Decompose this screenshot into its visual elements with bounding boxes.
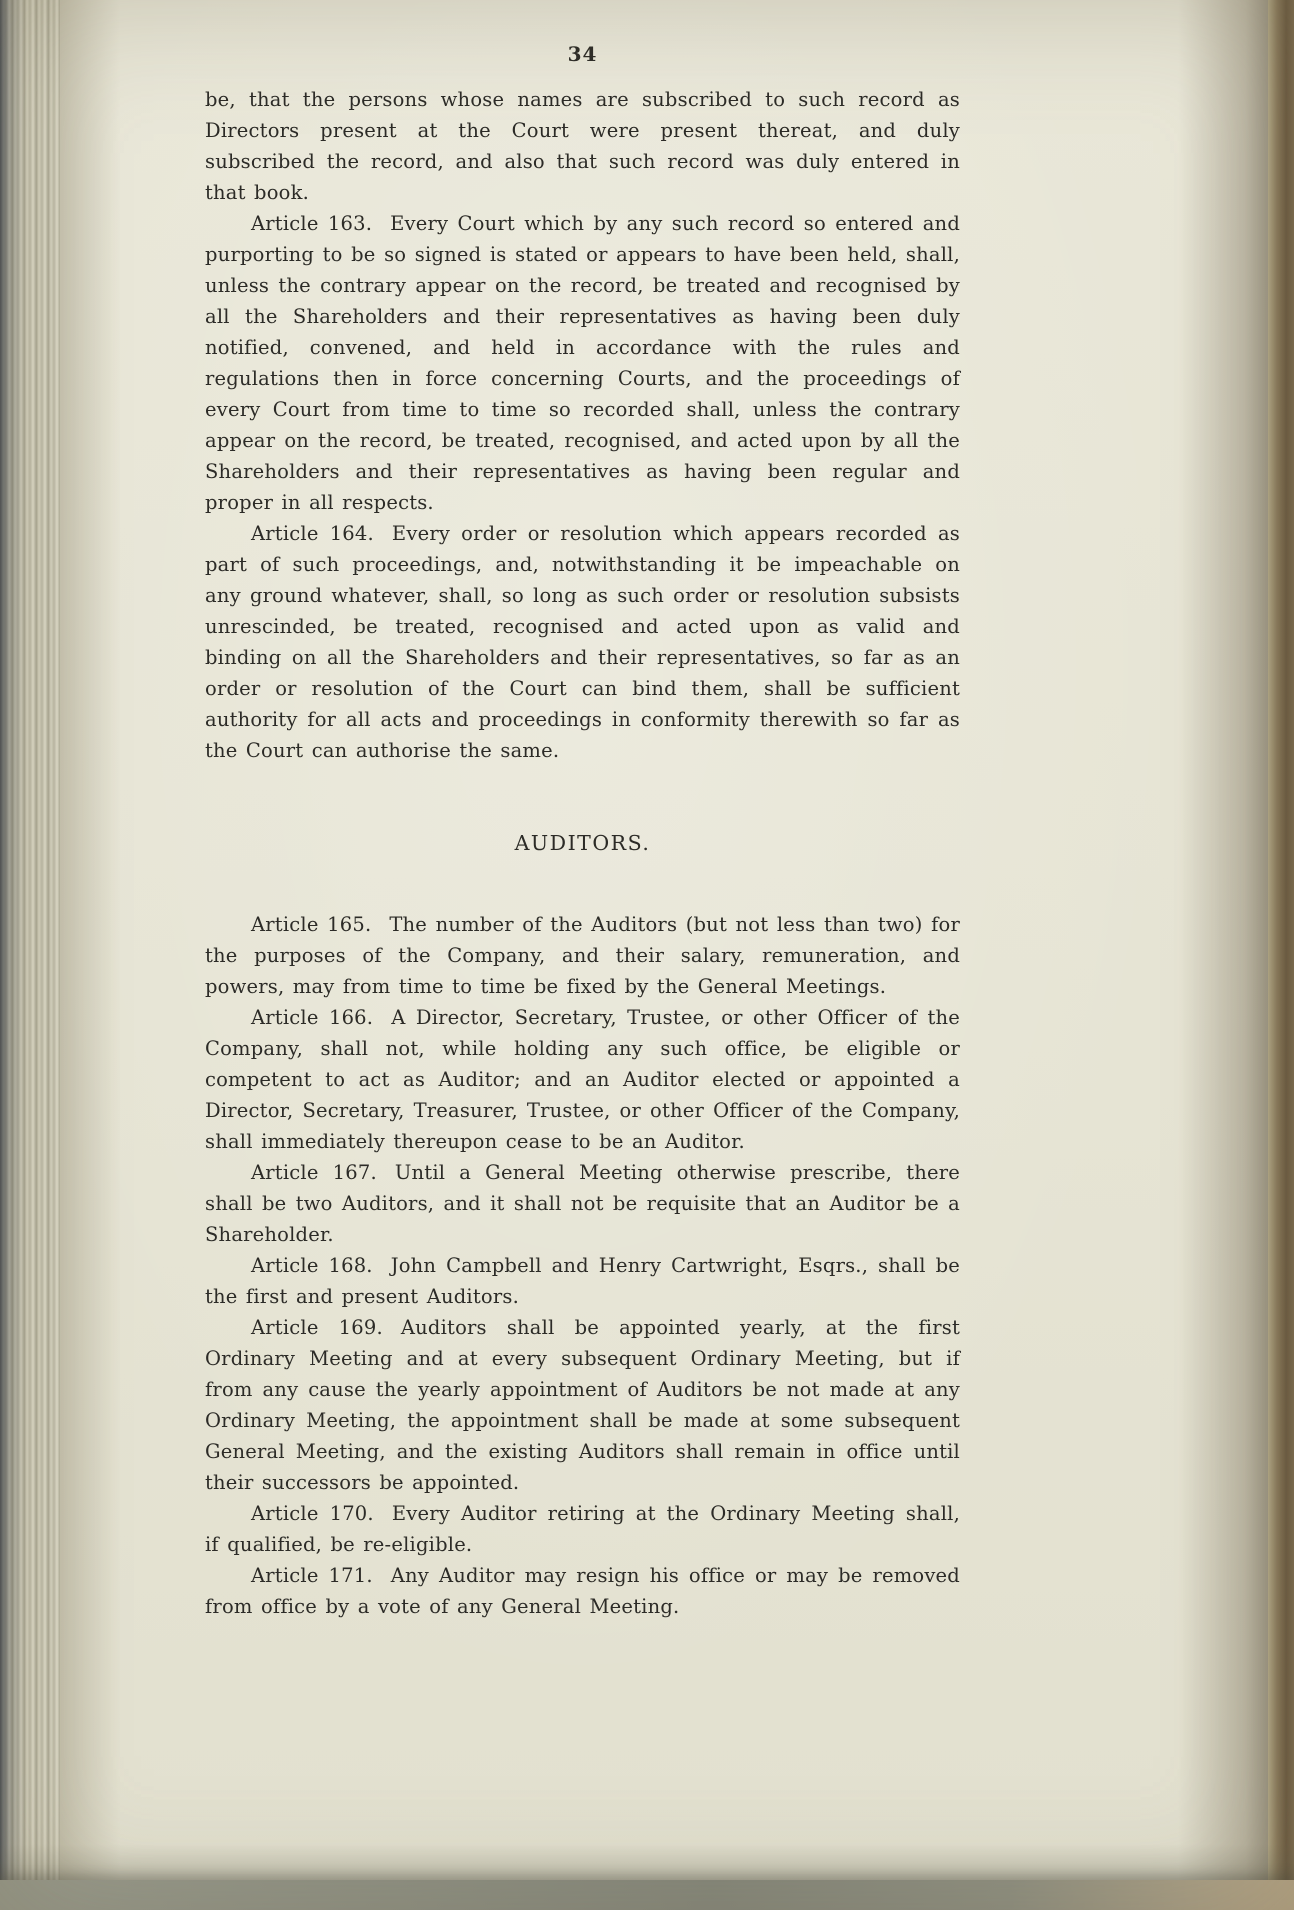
article-168-paragraph [205,1250,960,1312]
article-170-text: Every Auditor retiring at the Ordinary Meeting shall, if qualified, be re-eligible. [205,1502,960,1556]
article-167-text: Until a General Meeting otherwise prescribe, there shall be two Auditors, and it shall not be requisite that an Auditor be a Shareholder. [205,1161,961,1246]
page-number: 34 [567,42,598,66]
article-163-paragraph [205,208,960,518]
article-170-paragraph [205,1498,960,1560]
article-169-text: Auditors shall be appointed yearly, at the first Ordinary Meeting and at every subsequent Ordinary Meeting, but if from any cause the yearly appointment of Auditors be not made at any Ordinary Meeting, the appointment shall be made at some subsequent General Meeting, and the existing Auditors shall remain in office until their successors be appointed. [205,1316,960,1494]
article-166-number: Article 166. [251,1006,374,1029]
article-165-paragraph [205,909,960,1002]
article-168-number: Article 168. [251,1254,373,1277]
section-heading-auditors: AUDITORS. [514,831,651,855]
article-164-text: Every order or resolution which appears recorded as part of such proceedings, and, notwithstanding it be impeachable on any ground whatever, shall, so long as such order or resolution subsists unrescinded, be treated, recognised and acted upon as valid and binding on all the Shareholders and their representatives, so far as an order or resolution of the Court can bind them, shall be sufficient authority for all acts and proceedings in conformity therewith so far as the Court can authorise the same. [205,522,960,762]
article-164-number: Article 164. [251,522,374,545]
article-169-paragraph [205,1312,960,1498]
article-171-text: Any Auditor may resign his office or may be removed from office by a vote of any General Meeting. [205,1564,960,1618]
article-166-paragraph [205,1002,960,1157]
article-165-text: The number of the Auditors (but not less than two) for the purposes of the Company, and their salary, remuneration, and powers, may from time to time be fixed by the General Meetings. [205,913,960,998]
article-167-paragraph [205,1157,960,1250]
book-page-edges-left [0,0,60,1910]
article-163-text: Every Court which by any such record so entered and purporting to be so signed is stated or appears to have been held, shall, unless the contrary appear on the record, be treated and recognised by all the Shareholders and their representatives as having been duly notified, convened, and held in accordance with the rules and regulations then in force concerning Courts, and the proceedings of every Court from time to time so recorded shall, unless the contrary appear on the record, be treated, recognised, and acted upon by all the Shareholders and their representatives as having been regular and proper in all respects. [205,212,961,514]
bottom-edge-shadow [0,1844,1294,1880]
scan-background-bottom [0,1880,1294,1910]
article-171-number: Article 171. [251,1564,373,1587]
continuation-paragraph: be, that the persons whose names are subscribed to such record as Directors present at the Court were present thereat, and duly subscribed the record, and also that such record was duly entered in that book. [205,88,960,204]
article-164-paragraph [205,518,960,766]
article-168-text: John Campbell and Henry Cartwright, Esqrs., shall be the first and present Auditors. [205,1254,960,1308]
article-167-number: Article 167. [251,1161,377,1184]
book-edge-right [1268,0,1294,1910]
article-165-number: Article 165. [251,913,372,936]
article-166-text: A Director, Secretary, Trustee, or other Officer of the Company, shall not, while holding any such office, be eligible or competent to act as Auditor; and an Auditor elected or appointed a Director, Secretary, Treasurer, Trustee, or other Officer of the Company, shall immediately thereupon cease to be an Auditor. [205,1006,960,1153]
page-curl-shadow [1178,0,1268,1910]
page-text [205,84,960,1622]
left-edge-shadow [60,0,120,1910]
article-171-paragraph [205,1560,960,1622]
article-170-number: Article 170. [251,1502,374,1525]
article-163-number: Article 163. [251,212,373,235]
article-169-number: Article 169. [251,1316,383,1339]
